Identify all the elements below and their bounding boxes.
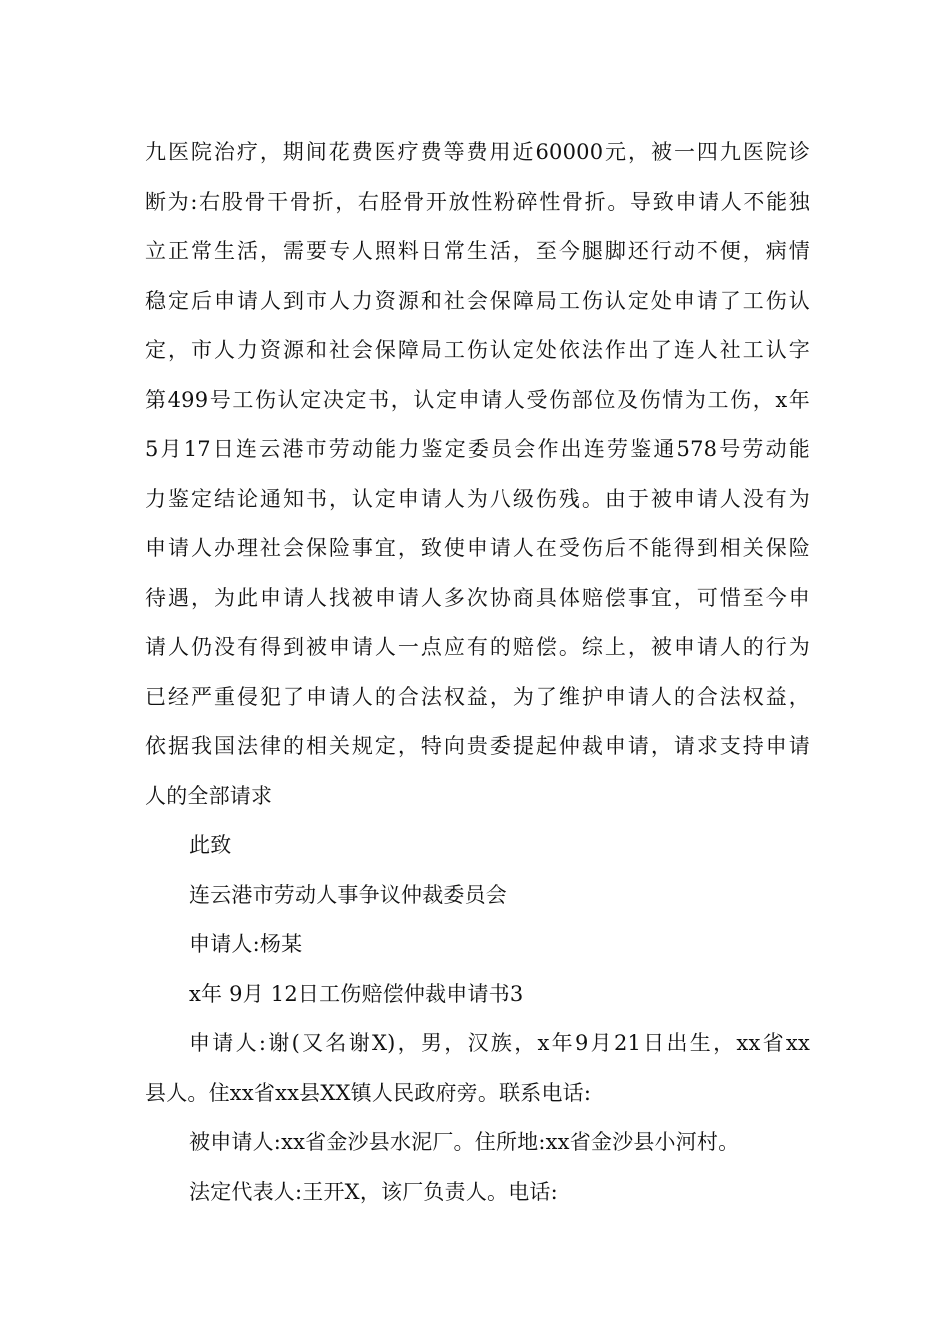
paragraph-line: 已经严重侵犯了申请人的合法权益，为了维护申请人的合法权益， [145, 684, 810, 709]
salutation: 此致 [189, 833, 232, 857]
paragraph-line: 请人仍没有得到被申请人一点应有的赔偿。综上，被申请人的行为 [145, 635, 810, 659]
paragraph-line: 人的全部请求 [145, 783, 273, 808]
applicant-signature: 申请人:杨某 [189, 932, 303, 956]
paragraph-line: 稳定后申请人到市人力资源和社会保障局工伤认定处申请了工伤认 [145, 288, 810, 313]
paragraph-line: 待遇，为此申请人找被申请人多次协商具体赔偿事宜，可惜至今申 [145, 585, 810, 610]
paragraph-line: 申请人办理社会保险事宜，致使申请人在受伤后不能得到相关保险 [145, 536, 810, 560]
paragraph-line: 县人。住xx省xx县XX镇人民政府旁。联系电话: [145, 1080, 592, 1105]
legal-representative-info: 法定代表人:王开X，该厂负责人。电话: [189, 1179, 558, 1204]
paragraph-line: 第499号工伤认定决定书，认定申请人受伤部位及伤情为工伤，x年 [145, 387, 810, 412]
recipient: 连云港市劳动人事争议仲裁委员会 [189, 882, 507, 907]
body-paragraph [145, 128, 810, 821]
paragraph-line: 九医院治疗，期间花费医疗费等费用近60000元，被一四九医院诊 [145, 140, 810, 164]
paragraph-line: 力鉴定结论通知书，认定申请人为八级伤残。由于被申请人没有为 [145, 486, 810, 511]
respondent-info: 被申请人:xx省金沙县水泥厂。住所地:xx省金沙县小河村。 [189, 1130, 740, 1154]
paragraph-line: 立正常生活，需要专人照料日常生活，至今腿脚还行动不便，病情 [145, 239, 810, 263]
paragraph-line: 依据我国法律的相关规定，特向贵委提起仲裁申请，请求支持申请 [145, 734, 810, 758]
paragraph-line: 5月17日连云港市劳动能力鉴定委员会作出连劳鉴通578号劳动能 [145, 437, 810, 461]
paragraph-line: 定，市人力资源和社会保障局工伤认定处依法作出了连人社工认字 [145, 338, 810, 362]
document-page [145, 128, 810, 1217]
applicant-info-paragraph [145, 1019, 810, 1118]
document-date-title: x年 9月 12日工伤赔偿仲裁申请书3 [189, 981, 524, 1006]
paragraph-line: 申请人:谢(又名谢X)，男，汉族，x年9月21日出生，xx省xx [189, 1031, 810, 1055]
paragraph-line: 断为:右股骨干骨折，右胫骨开放性粉碎性骨折。导致申请人不能独 [145, 189, 810, 214]
